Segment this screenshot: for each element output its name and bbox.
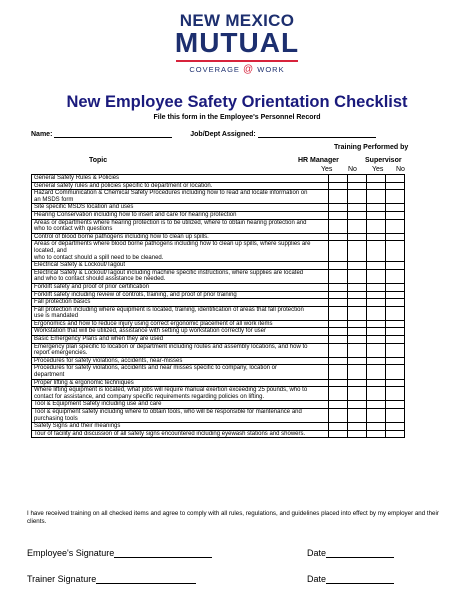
supervisor-yes-checkbox[interactable]	[367, 365, 386, 379]
topic-line: Ergonomics and how to reduce injury using correct ergonomic placement of all work items	[34, 320, 273, 327]
topic-line: who to contact with questions	[34, 226, 113, 233]
logo-underline	[176, 60, 298, 62]
hr-yes-checkbox[interactable]	[329, 320, 348, 328]
hr-no-checkbox[interactable]	[348, 204, 367, 212]
checklist-topic	[32, 241, 329, 262]
logo-line-2: MUTUAL	[174, 27, 300, 58]
hr-no-checkbox[interactable]	[348, 283, 367, 291]
hr-yes-checkbox[interactable]	[329, 336, 348, 344]
checklist-table	[31, 174, 405, 438]
supervisor-no-checkbox[interactable]	[386, 409, 405, 423]
hr-no-checkbox[interactable]	[348, 379, 367, 387]
checklist-topic	[32, 430, 329, 438]
hr-no-checkbox[interactable]	[348, 423, 367, 431]
training-performed-by-header: Training Performed by	[334, 144, 409, 151]
supervisor-yes-checkbox[interactable]	[367, 190, 386, 204]
hr-yes-checkbox[interactable]	[329, 343, 348, 357]
hr-yes-checkbox[interactable]	[329, 328, 348, 336]
hr-no-checkbox[interactable]	[348, 387, 367, 401]
supervisor-no-checkbox[interactable]	[386, 357, 405, 365]
topic-line: and who to contact should assistance be needed.	[34, 276, 166, 283]
trainer-signature-label: Trainer Signature	[27, 574, 97, 584]
checklist-row	[32, 430, 405, 438]
checklist-row	[32, 379, 405, 387]
topic-line: Areas or departments where blood borne pathogens including how to clean up spills, where supplies are located, and	[34, 241, 311, 254]
supervisor-yes-checkbox[interactable]	[367, 211, 386, 219]
topic-line: Basic Emergency Plans and when they are used	[34, 336, 164, 343]
checklist-row	[32, 269, 405, 283]
supervisor-no-checkbox[interactable]	[386, 379, 405, 387]
company-logo	[0, 12, 474, 75]
trainer-date-field[interactable]	[326, 574, 394, 584]
topic-line: Proper lifting & ergonomic techniques	[34, 379, 134, 386]
supervisor-yes-checkbox[interactable]	[367, 343, 386, 357]
supervisor-no-checkbox[interactable]	[386, 204, 405, 212]
hr-yes-checkbox[interactable]	[329, 211, 348, 219]
employee-signature-row	[27, 548, 212, 558]
checklist-row	[32, 343, 405, 357]
checklist-topic	[32, 409, 329, 423]
supervisor-yes-checkbox[interactable]	[367, 269, 386, 283]
hr-no-checkbox[interactable]	[348, 365, 367, 379]
topic-line: Tool & equipment safety including where to obtain tools, who will be responsible for maintenance and	[34, 409, 302, 415]
checklist-row	[32, 387, 405, 401]
supervisor-no-checkbox[interactable]	[386, 219, 405, 233]
supervisor-yes-checkbox[interactable]	[367, 299, 386, 307]
hr-yes-checkbox[interactable]	[329, 182, 348, 190]
trainer-date-label: Date	[307, 574, 327, 584]
checklist-row	[32, 283, 405, 291]
supervisor-yes-checkbox[interactable]	[367, 262, 386, 270]
topic-line: Procedures for safety violations, accidents, near-misses	[34, 357, 183, 364]
employee-signature-label: Employee's Signature	[27, 548, 115, 558]
supervisor-no-checkbox[interactable]	[386, 430, 405, 438]
topic-line: Electrical Safety & Lockout/Tagout	[34, 262, 126, 269]
checklist-row	[32, 233, 405, 241]
checklist-row	[32, 306, 405, 320]
checklist-topic	[32, 204, 329, 212]
checklist-row	[32, 299, 405, 307]
topic-line: Hearing Conservation including how to insert and care for hearing protection	[34, 211, 237, 218]
checklist-topic	[32, 175, 329, 183]
checklist-topic	[32, 291, 329, 299]
logo-line-1: NEW MEXICO	[179, 11, 295, 30]
hr-yes-checkbox[interactable]	[329, 379, 348, 387]
hr-manager-header: HR Manager	[298, 157, 339, 164]
checklist-topic	[32, 328, 329, 336]
topic-line: use is mandated	[34, 313, 79, 320]
supervisor-yes-checkbox[interactable]	[367, 379, 386, 387]
hr-yes-checkbox[interactable]	[329, 233, 348, 241]
hr-no-checkbox[interactable]	[348, 190, 367, 204]
checklist-topic	[32, 269, 329, 283]
employee-date-field[interactable]	[326, 548, 394, 558]
hr-yes-checkbox[interactable]	[329, 219, 348, 233]
supervisor-no-checkbox[interactable]	[386, 336, 405, 344]
hr-no-checkbox[interactable]	[348, 219, 367, 233]
hr-no-checkbox[interactable]	[348, 291, 367, 299]
supervisor-no-checkbox[interactable]	[386, 328, 405, 336]
hr-no-header: No	[348, 166, 357, 173]
topic-line: Forklift safety and proof of prior certification	[34, 283, 150, 290]
hr-no-checkbox[interactable]	[348, 430, 367, 438]
tagline-at: @	[243, 64, 255, 75]
hr-no-checkbox[interactable]	[348, 233, 367, 241]
supervisor-yes-checkbox[interactable]	[367, 233, 386, 241]
hr-no-checkbox[interactable]	[348, 320, 367, 328]
supervisor-no-checkbox[interactable]	[386, 241, 405, 262]
employee-date-label: Date	[307, 548, 327, 558]
checklist-topic	[32, 262, 329, 270]
hr-yes-header: Yes	[321, 166, 333, 173]
topic-line: General Safety Rules & Policies	[34, 175, 120, 181]
hr-no-checkbox[interactable]	[348, 343, 367, 357]
checklist-row	[32, 423, 405, 431]
supervisor-yes-checkbox[interactable]	[367, 182, 386, 190]
hr-no-checkbox[interactable]	[348, 299, 367, 307]
checklist-row	[32, 175, 405, 183]
tagline-part: COVERAGE	[189, 65, 240, 74]
hr-yes-checkbox[interactable]	[329, 409, 348, 423]
hr-no-checkbox[interactable]	[348, 336, 367, 344]
supervisor-no-checkbox[interactable]	[386, 182, 405, 190]
hr-yes-checkbox[interactable]	[329, 269, 348, 283]
checklist-row	[32, 328, 405, 336]
topic-line: purchasing tools	[34, 415, 78, 422]
hr-no-checkbox[interactable]	[348, 357, 367, 365]
topic-line: General safety rules and policies specific to department or location.	[34, 182, 213, 189]
topic-line: Fall protection including where equipment is located, training, identification of areas that fall protection	[34, 306, 304, 313]
hr-yes-checkbox[interactable]	[329, 262, 348, 270]
topic-line: Electrical Safety & Lockout/Tagout including machine specific instructions, where supplies are located	[34, 269, 304, 276]
checklist-topic	[32, 190, 329, 204]
supervisor-no-checkbox[interactable]	[386, 299, 405, 307]
supervisor-yes-checkbox[interactable]	[367, 409, 386, 423]
supervisor-no-checkbox[interactable]	[386, 175, 405, 183]
checklist-row	[32, 241, 405, 262]
hr-no-checkbox[interactable]	[348, 182, 367, 190]
hr-yes-checkbox[interactable]	[329, 283, 348, 291]
topic-line: Site specific MSDS location and uses	[34, 204, 134, 211]
supervisor-yes-checkbox[interactable]	[367, 430, 386, 438]
checklist-row	[32, 204, 405, 212]
supervisor-no-checkbox[interactable]	[386, 365, 405, 379]
checklist-row	[32, 262, 405, 270]
topic-line: contact for assistance, and company specific requirements regarding policies on lifting.	[34, 393, 265, 400]
hr-yes-checkbox[interactable]	[329, 299, 348, 307]
hr-yes-checkbox[interactable]	[329, 190, 348, 204]
checklist-row	[32, 190, 405, 204]
checklist-topic	[32, 283, 329, 291]
topic-line: Emergency plan specific to location or department including routes and assembly locations, and how to	[34, 343, 308, 350]
topic-line: Control of blood borne pathogens including how to clean up spills.	[34, 233, 209, 240]
sup-yes-header: Yes	[372, 166, 384, 173]
supervisor-no-checkbox[interactable]	[386, 211, 405, 219]
checklist-topic	[32, 387, 329, 401]
checklist-topic	[32, 320, 329, 328]
topic-line: Areas or departments where hearing protection is to be utilized, where to obtain hearing protection and	[34, 219, 307, 226]
supervisor-yes-checkbox[interactable]	[367, 423, 386, 431]
hr-no-checkbox[interactable]	[348, 241, 367, 262]
hr-yes-checkbox[interactable]	[329, 357, 348, 365]
topic-line: Forklift safety including review of controls, training, and proof of prior training	[34, 291, 237, 298]
supervisor-yes-checkbox[interactable]	[367, 175, 386, 183]
supervisor-yes-checkbox[interactable]	[367, 283, 386, 291]
topic-line: Where lifting equipment is located, what jobs will require manual exertion exceeding 25 pounds, who to	[34, 387, 308, 394]
supervisor-yes-checkbox[interactable]	[367, 401, 386, 409]
supervisor-no-checkbox[interactable]	[386, 320, 405, 328]
checklist-row	[32, 291, 405, 299]
supervisor-yes-checkbox[interactable]	[367, 306, 386, 320]
checklist-topic	[32, 423, 329, 431]
hr-yes-checkbox[interactable]	[329, 423, 348, 431]
logo-tagline	[0, 65, 474, 75]
checklist-topic	[32, 336, 329, 344]
hr-no-checkbox[interactable]	[348, 175, 367, 183]
checklist-row	[32, 320, 405, 328]
topic-line: who to contact should a spill need to be cleaned.	[34, 254, 164, 261]
supervisor-no-checkbox[interactable]	[386, 343, 405, 357]
supervisor-yes-checkbox[interactable]	[367, 320, 386, 328]
supervisor-no-checkbox[interactable]	[386, 283, 405, 291]
supervisor-no-checkbox[interactable]	[386, 190, 405, 204]
checklist-topic	[32, 182, 329, 190]
checklist-row	[32, 357, 405, 365]
checklist-row	[32, 409, 405, 423]
trainer-signature-field[interactable]	[96, 574, 196, 584]
hr-no-checkbox[interactable]	[348, 262, 367, 270]
checklist-topic	[32, 233, 329, 241]
topic-line: Safety Signs and their meanings	[34, 423, 121, 430]
hr-yes-checkbox[interactable]	[329, 175, 348, 183]
hr-no-checkbox[interactable]	[348, 211, 367, 219]
checklist-topic	[32, 306, 329, 320]
hr-no-checkbox[interactable]	[348, 401, 367, 409]
name-field[interactable]	[54, 130, 172, 138]
supervisor-yes-checkbox[interactable]	[367, 357, 386, 365]
topic-line: department	[34, 372, 65, 379]
hr-no-checkbox[interactable]	[348, 269, 367, 283]
sup-no-header: No	[396, 166, 405, 173]
checklist-topic	[32, 211, 329, 219]
supervisor-no-checkbox[interactable]	[386, 423, 405, 431]
supervisor-header: Supervisor	[365, 157, 402, 164]
topic-line: Hazard Communication & Chemical Safety Procedures including how to read and locate information on	[34, 190, 308, 197]
employee-date-row	[307, 548, 394, 558]
checklist-row	[32, 365, 405, 379]
hr-yes-checkbox[interactable]	[329, 204, 348, 212]
topic-line: report emergencies.	[34, 350, 88, 357]
topic-line: Tool & Equipment Safety including use and care	[34, 401, 162, 408]
checklist-topic	[32, 219, 329, 233]
checklist-topic	[32, 299, 329, 307]
hr-yes-checkbox[interactable]	[329, 306, 348, 320]
supervisor-no-checkbox[interactable]	[386, 387, 405, 401]
checklist-topic	[32, 401, 329, 409]
supervisor-yes-checkbox[interactable]	[367, 336, 386, 344]
hr-yes-checkbox[interactable]	[329, 401, 348, 409]
supervisor-no-checkbox[interactable]	[386, 291, 405, 299]
supervisor-yes-checkbox[interactable]	[367, 204, 386, 212]
checklist-row	[32, 401, 405, 409]
page-subtitle: File this form in the Employee's Personnel Record	[153, 114, 321, 121]
checklist-topic	[32, 365, 329, 379]
supervisor-yes-checkbox[interactable]	[367, 328, 386, 336]
topic-header: Topic	[89, 157, 108, 164]
tagline-part: WORK	[257, 65, 285, 74]
checklist-row	[32, 336, 405, 344]
hr-yes-checkbox[interactable]	[329, 365, 348, 379]
job-label: Job/Dept Assigned:	[190, 131, 256, 138]
checklist-row	[32, 211, 405, 219]
page-title: New Employee Safety Orientation Checklist	[66, 93, 408, 111]
checklist-topic	[32, 343, 329, 357]
topic-line: Fall protection basics	[34, 299, 91, 306]
supervisor-no-checkbox[interactable]	[386, 269, 405, 283]
job-field[interactable]	[258, 130, 376, 138]
supervisor-yes-checkbox[interactable]	[367, 219, 386, 233]
name-job-row	[31, 130, 376, 138]
topic-line: Tour of facility and discussion of all safety signs encountered including eyewash stations and showers.	[34, 430, 306, 437]
supervisor-yes-checkbox[interactable]	[367, 241, 386, 262]
supervisor-no-checkbox[interactable]	[386, 306, 405, 320]
employee-signature-field[interactable]	[114, 548, 212, 558]
hr-yes-checkbox[interactable]	[329, 430, 348, 438]
hr-yes-checkbox[interactable]	[329, 387, 348, 401]
supervisor-no-checkbox[interactable]	[386, 233, 405, 241]
supervisor-no-checkbox[interactable]	[386, 262, 405, 270]
supervisor-yes-checkbox[interactable]	[367, 387, 386, 401]
checklist-topic	[32, 357, 329, 365]
topic-line: Workstation that will be utilized, assistance with setting up workstation correctly for user	[34, 328, 266, 335]
supervisor-yes-checkbox[interactable]	[367, 291, 386, 299]
hr-no-checkbox[interactable]	[348, 328, 367, 336]
checklist-topic	[32, 379, 329, 387]
acknowledgement-text: I have received training on all checked items and agree to comply with all rules, regulations, and guidelines placed into effect by my employer and their clients.	[27, 510, 439, 525]
checklist-row	[32, 182, 405, 190]
topic-line: Procedures for safety violations, accidents and near misses specific to company, location or	[34, 365, 278, 372]
hr-no-checkbox[interactable]	[348, 409, 367, 423]
trainer-signature-row	[27, 574, 196, 584]
trainer-date-row	[307, 574, 394, 584]
hr-yes-checkbox[interactable]	[329, 291, 348, 299]
name-label: Name:	[31, 131, 53, 138]
checklist-row	[32, 219, 405, 233]
hr-no-checkbox[interactable]	[348, 306, 367, 320]
hr-yes-checkbox[interactable]	[329, 241, 348, 262]
supervisor-no-checkbox[interactable]	[386, 401, 405, 409]
topic-line: an MSDS form	[34, 196, 74, 203]
